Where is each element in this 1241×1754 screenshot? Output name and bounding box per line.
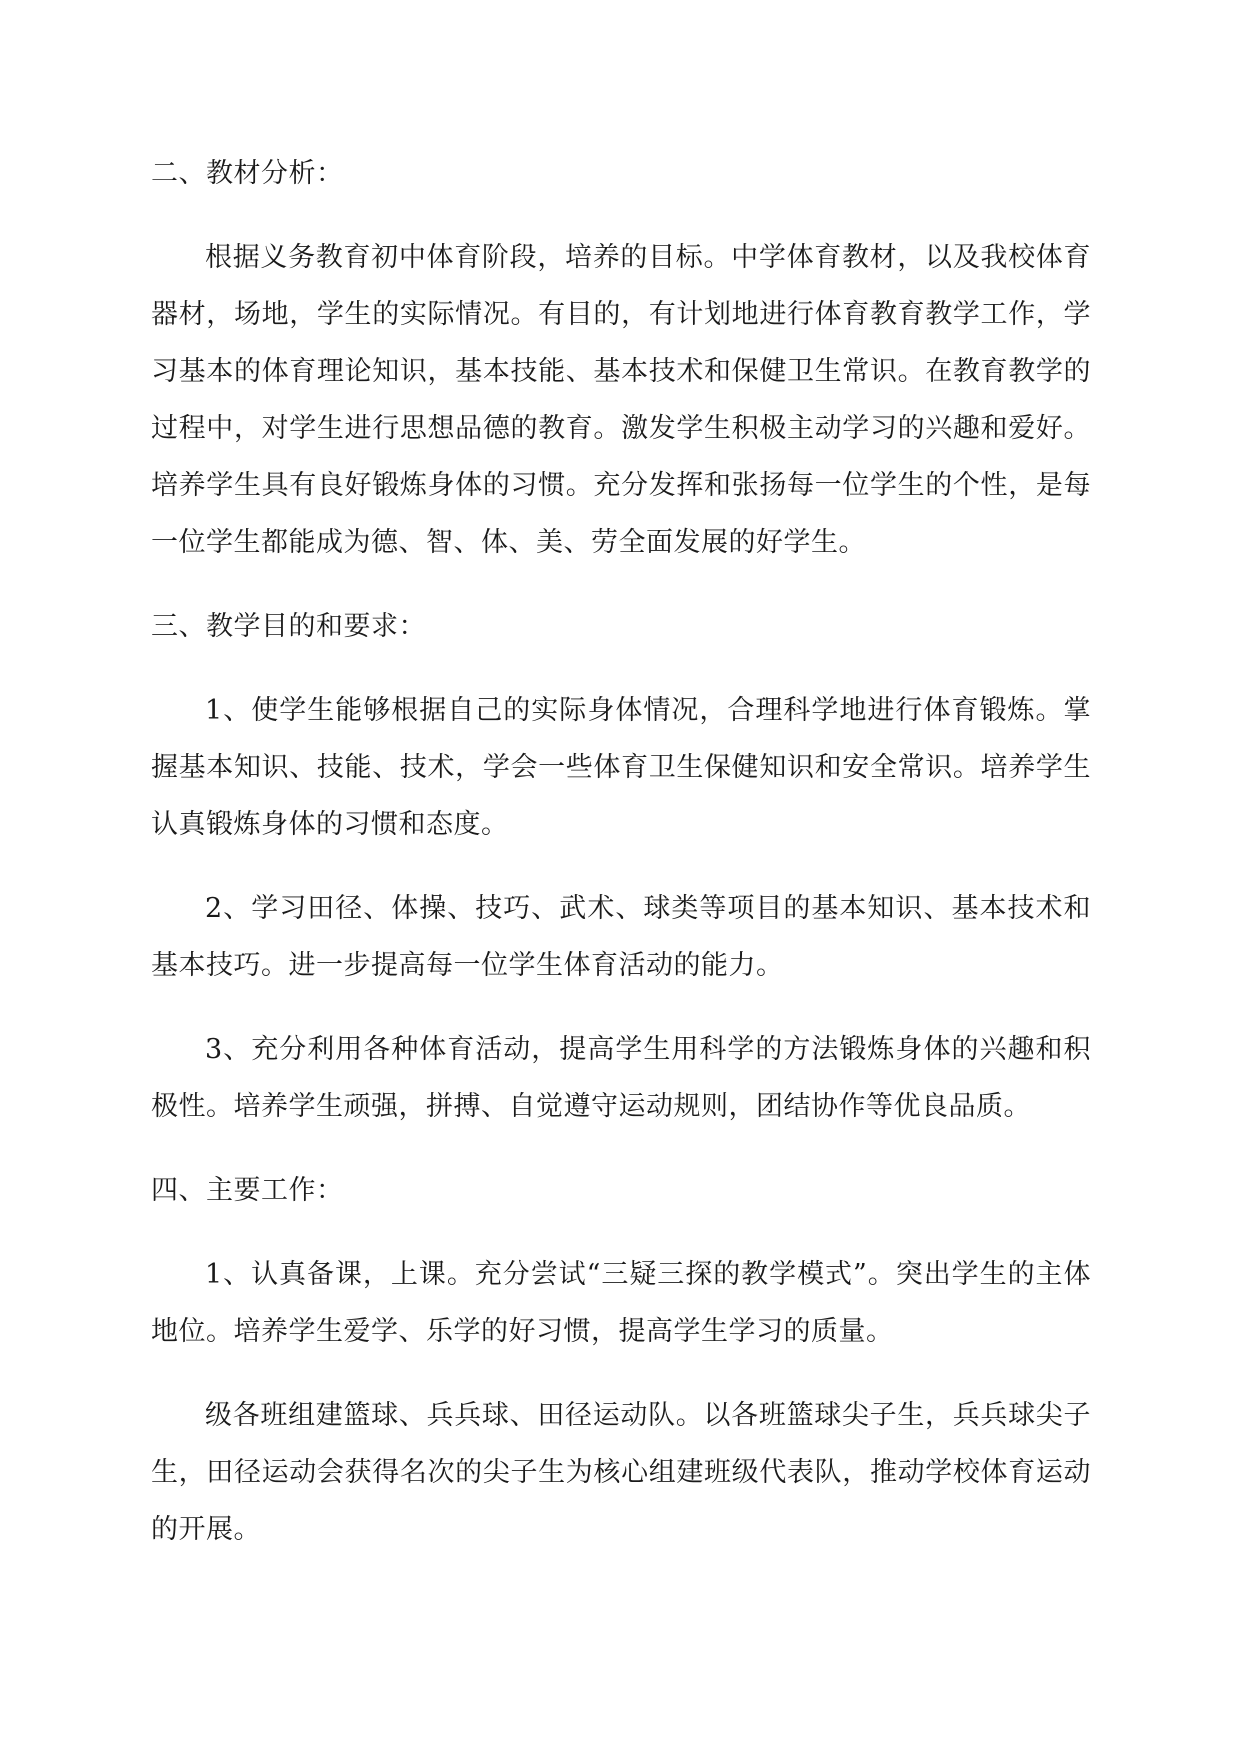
section-heading-teaching-goals: 三、教学目的和要求： [151,611,426,642]
paragraph-textbook-analysis: 根据义务教育初中体育阶段，培养的目标。中学体育教材，以及我校体育器材，场地，学生的实际情况。有目的，有计划地进行体育教育教学工作，学习基本的体育理论知识，基本技能、基本技术和保健卫生常识。在教育教学的过程中，对学生进行思想品德的教育。激发学生积极主动学习的兴趣和爱好。培养学生具有良好锻炼身体的习惯。充分发挥和张扬每一位学生的个性，是每一位学生都能成为德、智、体、美、劳全面发展的好学生。 [151,242,1091,558]
goal-item-3: 3、充分利用各种体育活动，提高学生用科学的方法锻炼身体的兴趣和积极性。培养学生顽强，拼搏、自觉遵守运动规则，团结协作等优良品质。 [151,1034,1091,1122]
work-item-2: 级各班组建篮球、兵兵球、田径运动队。以各班篮球尖子生，兵兵球尖子生，田径运动会获得名次的尖子生为核心组建班级代表队，推动学校体育运动的开展。 [151,1400,1091,1545]
section-heading-textbook-analysis: 二、教材分析： [151,158,344,189]
document-body [151,145,1091,1585]
goal-item-2: 2、学习田径、体操、技巧、武术、球类等项目的基本知识、基本技术和基本技巧。进一步提高每一位学生体育活动的能力。 [151,893,1091,981]
goal-item-1: 1、使学生能够根据自己的实际身体情况，合理科学地进行体育锻炼。掌握基本知识、技能、技术，学会一些体育卫生保健知识和安全常识。培养学生认真锻炼身体的习惯和态度。 [151,695,1091,840]
work-item-1: 1、认真备课，上课。充分尝试“三疑三探的教学模式”。突出学生的主体地位。培养学生爱学、乐学的好习惯，提高学生学习的质量。 [151,1259,1091,1347]
section-heading-main-work: 四、主要工作： [151,1175,344,1206]
